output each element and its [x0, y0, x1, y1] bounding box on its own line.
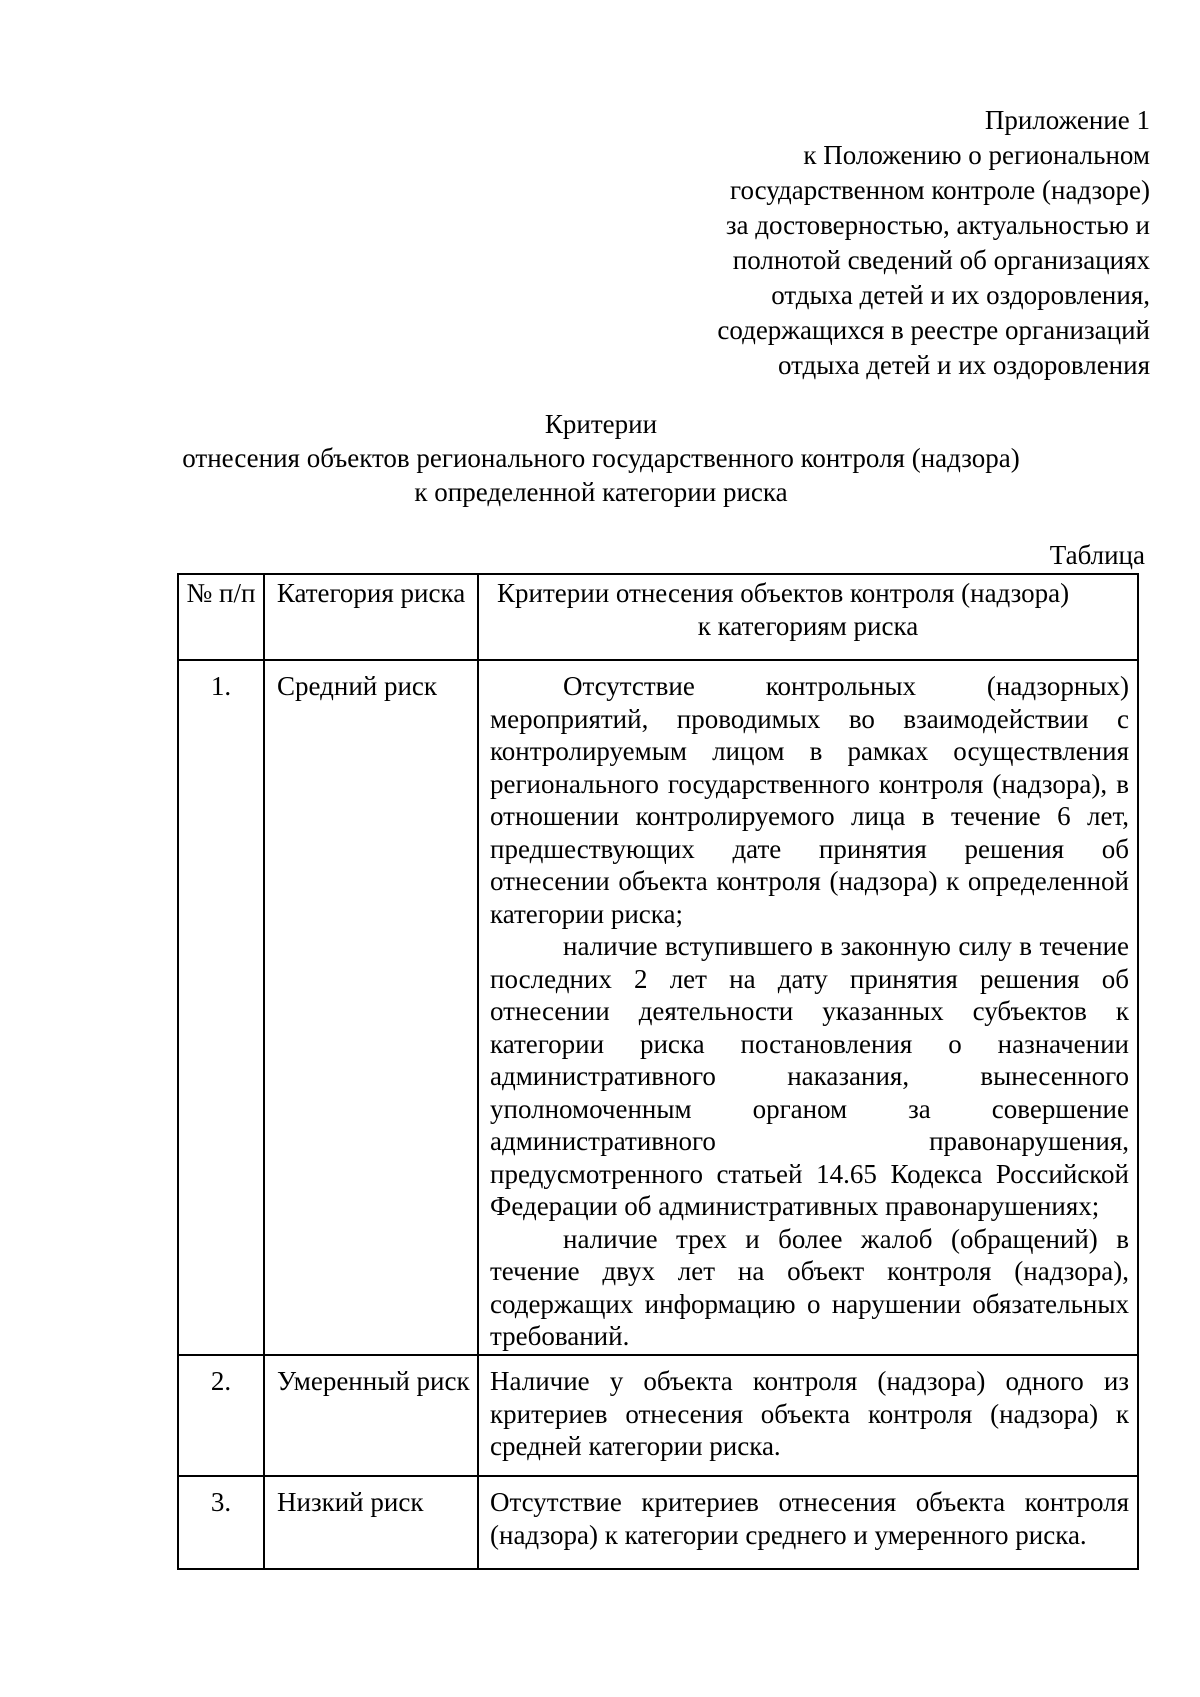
- criteria-paragraph: Отсутствие контрольных (надзорных) мероприятий, проводимых во взаимодействии с контролируемым лицом в рамках осуществления регионального государственного контроля (надзора), в отношении контролируемого лица в течение 6 лет, предшествующих дате принятия решения об отнесении объекта контроля (надзора) к определенной категории риска;: [490, 671, 1129, 929]
- heading-title: Критерии: [544, 409, 658, 439]
- header-num: № п/п: [178, 574, 264, 660]
- criteria-paragraph: наличие вступившего в законную силу в течение последних 2 лет на дату принятия решения об отнесении деятельности указанных субъектов к категории риска постановления о назначении административного наказания, вынесенного уполномоченным органом за совершение административного правонарушения, предусмотренного статьей 14.65 Кодекса Российской Федерации об административных правонарушениях;: [490, 931, 1129, 1221]
- table-row: [178, 1355, 1138, 1476]
- row-num: 1.: [178, 660, 264, 1355]
- document-heading: [31, 407, 1171, 509]
- row-criteria: [478, 660, 1138, 1355]
- header-category: Категория риска: [264, 574, 478, 660]
- row-category: Умеренный риск: [264, 1355, 478, 1476]
- table-row: [178, 1476, 1138, 1569]
- row-criteria: [478, 1476, 1138, 1569]
- criteria-paragraph: Отсутствие критериев отнесения объекта контроля (надзора) к категории среднего и умеренного риска.: [490, 1487, 1129, 1550]
- row-category: Низкий риск: [264, 1476, 478, 1569]
- heading-subtitle-line2: к определенной категории риска: [414, 477, 788, 507]
- row-category: Средний риск: [264, 660, 478, 1355]
- risk-criteria-table: [177, 573, 1139, 1570]
- table-row: [178, 660, 1138, 1355]
- appendix-line: отдыха детей и их оздоровления: [777, 350, 1150, 380]
- row-num: 3.: [178, 1476, 264, 1569]
- table-label: Таблица: [1049, 540, 1145, 570]
- appendix-line: к Положению о региональном: [803, 140, 1150, 170]
- appendix-line: государственном контроле (надзоре): [730, 175, 1150, 205]
- criteria-paragraph: наличие трех и более жалоб (обращений) в течение двух лет на объект контроля (надзора), содержащих информацию о нарушении обязательных требований.: [490, 1223, 1129, 1351]
- appendix-line: Приложение 1: [984, 105, 1150, 135]
- row-criteria: [478, 1355, 1138, 1476]
- row-num: 2.: [178, 1355, 264, 1476]
- header-criteria: [478, 574, 1138, 660]
- table-header-row: [178, 574, 1138, 660]
- header-criteria-line2: к категориям риска: [697, 610, 919, 641]
- heading-subtitle-line1: отнесения объектов регионального государственного контроля (надзора): [182, 443, 1020, 473]
- appendix-line: полнотой сведений об организациях: [732, 245, 1150, 275]
- appendix-line: за достоверностью, актуальностью и: [725, 210, 1150, 240]
- appendix-line: содержащихся в реестре организаций: [717, 315, 1150, 345]
- appendix-block: [717, 103, 1150, 383]
- criteria-paragraph: Наличие у объекта контроля (надзора) одного из критериев отнесения объекта контроля (надзора) к средней категории риска.: [490, 1366, 1129, 1461]
- header-criteria-line1: Критерии отнесения объектов контроля (надзора): [497, 578, 1070, 608]
- appendix-line: отдыха детей и их оздоровления,: [771, 280, 1150, 310]
